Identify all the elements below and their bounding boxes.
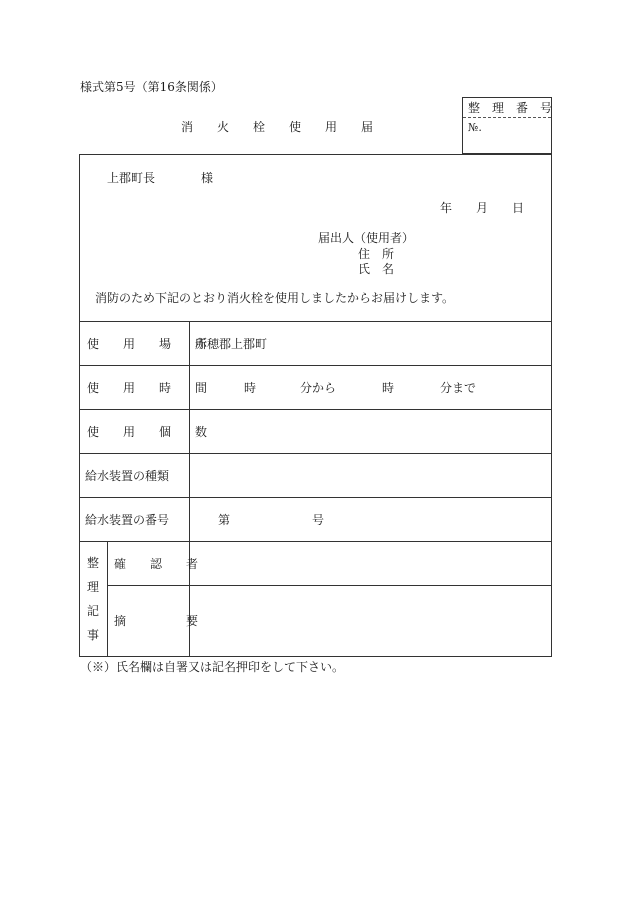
form-frame (79, 154, 552, 657)
row-divider (79, 497, 552, 498)
records-side-divider (107, 541, 108, 657)
ref-number-label: 整 理 番 号 (468, 101, 553, 115)
name-label: 氏 名 (358, 262, 395, 276)
applicant-label: 届出人（使用者） (318, 231, 415, 245)
row-divider (79, 453, 552, 454)
ref-no-label: №. (468, 121, 482, 134)
supply-no-field[interactable] (236, 506, 308, 532)
row-divider (79, 365, 552, 366)
address-field[interactable] (400, 244, 540, 260)
supply-no-label: 給水装置の番号 (85, 513, 170, 527)
records-side-char: 整 (87, 556, 100, 570)
address-label: 住 所 (358, 247, 395, 261)
place-value: 赤穂郡上郡町 (195, 337, 268, 351)
label-column-divider (189, 321, 190, 657)
summary-label: 摘 要 (114, 614, 199, 628)
supply-type-label: 給水装置の種類 (85, 469, 170, 483)
start-hour-field[interactable] (196, 374, 240, 400)
records-side-char: 理 (87, 580, 100, 594)
form-title: 消 火 栓 使 用 届 (181, 120, 374, 134)
time-from: 分から (300, 381, 337, 395)
date-year: 年 (440, 201, 453, 215)
date-month: 月 (476, 201, 489, 215)
date-day: 日 (512, 201, 525, 215)
records-side-char: 事 (87, 628, 100, 642)
supply-no-suffix: 号 (312, 513, 325, 527)
end-minute-field[interactable] (398, 374, 438, 400)
count-field[interactable] (196, 418, 541, 444)
row-divider (79, 321, 552, 322)
start-minute-field[interactable] (258, 374, 298, 400)
time-label: 使 用 時 間 (87, 381, 208, 395)
recipient: 上郡町長 (107, 171, 156, 185)
summary-field[interactable] (196, 594, 541, 650)
ref-number-field[interactable] (490, 120, 545, 138)
row-divider (79, 541, 552, 542)
row-divider (107, 585, 552, 586)
statement: 消防のため下記のとおり消火栓を使用しましたからお届けします。 (95, 291, 455, 305)
footnote: （※）氏名欄は自署又は記名押印をして下さい。 (80, 660, 345, 674)
row-divider (79, 409, 552, 410)
name-field[interactable] (400, 259, 540, 275)
supply-type-field[interactable] (196, 462, 541, 488)
time-hour1: 時 (244, 381, 257, 395)
records-side-char: 記 (87, 604, 100, 618)
time-hour2: 時 (382, 381, 395, 395)
place-label: 使 用 場 所 (87, 337, 208, 351)
time-to: 分まで (440, 381, 477, 395)
confirmer-label: 確 認 者 (114, 557, 199, 571)
count-label: 使 用 個 数 (87, 425, 208, 439)
place-field[interactable] (280, 330, 540, 356)
supply-no-prefix: 第 (218, 513, 231, 527)
end-hour-field[interactable] (340, 374, 380, 400)
form-id: 様式第5号（第16条関係） (80, 80, 223, 94)
ref-divider (463, 117, 551, 118)
confirmer-field[interactable] (196, 550, 541, 578)
honorific: 様 (201, 171, 214, 185)
